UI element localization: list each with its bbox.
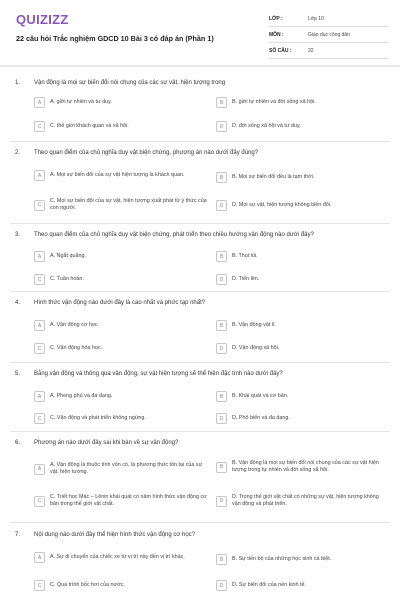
option-text: C. thế giới khách quan và xã hội.: [50, 123, 129, 129]
option-b[interactable]: [216, 320, 386, 331]
option-c[interactable]: [34, 343, 204, 354]
question-number: 6.: [15, 440, 21, 446]
question-number: 2.: [15, 150, 21, 156]
option-text: A. Vận động cơ học.: [50, 322, 100, 328]
option-letter-d: D: [216, 200, 227, 211]
question-number: 5.: [15, 371, 21, 377]
option-letter-d: D: [216, 343, 227, 354]
option-b[interactable]: [216, 554, 386, 565]
option-text: C. Vận động hóa học.: [50, 345, 103, 351]
option-letter-b: B: [216, 462, 227, 473]
option-letter-c: C: [34, 121, 45, 132]
option-d[interactable]: [216, 343, 386, 354]
option-d[interactable]: [216, 274, 386, 285]
option-b[interactable]: [216, 251, 386, 262]
option-text: D. Sự biến đổi của nền kinh tế.: [232, 582, 307, 588]
meta-row-count: [269, 43, 389, 59]
meta-value: Lớp 10: [308, 15, 324, 22]
option-text: C. Vận động và phát triển không ngừng.: [50, 415, 146, 421]
option-letter-c: C: [34, 413, 45, 424]
question-number: 7.: [15, 532, 21, 538]
quizizz-logo: QUIZIZZ: [16, 12, 69, 27]
option-letter-a: A: [34, 251, 45, 262]
option-c[interactable]: [34, 121, 204, 132]
option-text: B. Sự tiến bộ của những học sinh cá biệt.: [232, 556, 332, 562]
option-text: C. Quá trình bốc hơi của nước.: [50, 582, 125, 588]
option-text: A. Mọi sự biến đổi của sự vật hiện tượng là khách quan.: [50, 172, 185, 178]
option-text: A. giới tự nhiên và tư duy.: [50, 99, 112, 105]
option-letter-a: A: [34, 552, 45, 563]
option-text: B. giới tự nhiên và đời sống xã hội.: [232, 99, 316, 105]
option-letter-a: A: [34, 97, 45, 108]
option-letter-d: D: [216, 121, 227, 132]
meta-value: 22: [308, 47, 314, 54]
meta-value: Giáo dục công dân: [308, 31, 350, 38]
question-text: Vận động là mọi sự biến đổi nói chung của các sự vật, hiện tượng trong: [34, 80, 226, 86]
question-text: Theo quan điểm của chủ nghĩa duy vật biện chứng, phát triển theo chiều hướng vận động nào dưới đây?: [34, 232, 314, 238]
option-b[interactable]: [216, 97, 386, 108]
meta-key: LỚP :: [269, 15, 283, 22]
option-letter-c: C: [34, 274, 45, 285]
option-text: D. Phổ biến và đa dạng.: [232, 415, 290, 421]
option-d[interactable]: [216, 580, 386, 591]
option-d[interactable]: [216, 413, 386, 424]
option-text: B. Vận động vật lí.: [232, 322, 277, 328]
worksheet-header: [0, 0, 400, 63]
option-text: A. Ngắt quãng.: [50, 253, 86, 259]
option-a[interactable]: [34, 552, 210, 563]
option-letter-a: A: [34, 464, 45, 475]
question-text: Nội dung nào dưới đây thể hiện hình thức vận động cơ học?: [34, 532, 196, 538]
option-letter-c: C: [34, 496, 45, 507]
option-text: C. Tuần hoàn.: [50, 276, 84, 282]
option-c[interactable]: [34, 494, 210, 508]
option-text: B. Khái quát và cơ bản.: [232, 393, 289, 399]
question-number: 4.: [15, 300, 21, 306]
option-text: C. Mọi sự biến đổi của sự vật, hiện tượng xuất phát từ ý thức của con người.: [50, 198, 207, 211]
option-letter-c: C: [34, 200, 45, 211]
option-letter-d: D: [216, 274, 227, 285]
meta-key: MÔN :: [269, 31, 284, 38]
option-text: D. Tiến lên.: [232, 276, 260, 282]
option-b[interactable]: [216, 172, 386, 183]
option-c[interactable]: [34, 274, 204, 285]
option-b[interactable]: [216, 460, 388, 474]
option-text: A. Sự di chuyển của chiếc xe từ vị trí này đến vị trí khác.: [50, 554, 185, 560]
option-letter-b: B: [216, 97, 227, 108]
option-letter-a: A: [34, 391, 45, 402]
option-c[interactable]: [34, 198, 210, 212]
option-b[interactable]: [216, 391, 386, 402]
option-letter-c: C: [34, 343, 45, 354]
meta-row-class: [269, 11, 389, 27]
question-number: 1.: [15, 80, 21, 86]
question-separator: [10, 362, 390, 363]
question-text: Phương án nào dưới đây sai khi bàn về sự vận động?: [34, 440, 179, 446]
header-divider: [0, 65, 400, 67]
option-letter-d: D: [216, 580, 227, 591]
option-d[interactable]: [216, 494, 388, 508]
option-letter-a: A: [34, 320, 45, 331]
question-separator: [10, 223, 390, 224]
question-text: Bằng vận động và thông qua vận động, sự vật hiện tượng sẽ thể hiện đặc tính nào dưới đây?: [34, 371, 283, 377]
option-text: D. Mọi sự vật, hiện tượng không biến đổi.: [232, 202, 332, 208]
option-a[interactable]: [34, 97, 204, 108]
option-letter-d: D: [216, 413, 227, 424]
option-letter-b: B: [216, 251, 227, 262]
option-letter-b: B: [216, 320, 227, 331]
option-text: A. Vận động là thuộc tính vốn có, là phương thức tồn tại của sự vật, hiện tượng.: [50, 462, 203, 475]
option-text: C. Triết học Mác – Lênin khái quát có năm hình thức vận động cơ bản trong thế giới vật chất.: [50, 494, 207, 507]
option-letter-a: A: [34, 170, 45, 181]
option-letter-b: B: [216, 172, 227, 183]
option-c[interactable]: [34, 413, 210, 424]
option-letter-c: C: [34, 580, 45, 591]
option-text: A. Phong phú và đa dạng.: [50, 393, 113, 399]
option-text: B. Thụt lùi.: [232, 253, 258, 259]
option-text: D. Trong thế giới vật chất có những sự vật, hiện tượng không vận động và phát triển.: [232, 494, 379, 507]
option-a[interactable]: [34, 462, 210, 476]
option-a[interactable]: [34, 251, 204, 262]
option-text: B. Vận động là mọi sự biến đổi nói chung của các sự vật hiện tượng trong tự nhiên và đời sống xã hội.: [232, 460, 379, 473]
option-d[interactable]: [216, 200, 386, 211]
question-text: Theo quan điểm của chủ nghĩa duy vật biện chứng, phương án nào dưới đây đúng?: [34, 150, 259, 156]
option-c[interactable]: [34, 580, 210, 591]
page-title: 22 câu hỏi Trắc nghiệm GDCD 10 Bài 3 có đáp án (Phần 1): [16, 34, 214, 43]
option-a[interactable]: [34, 320, 204, 331]
question-text: Hình thức vận động nào dưới đây là cao nhất và phức tạp nhất?: [34, 300, 206, 306]
question-separator: [10, 431, 390, 432]
option-letter-b: B: [216, 391, 227, 402]
question-separator: [10, 141, 390, 142]
option-a[interactable]: [34, 170, 210, 181]
meta-key: SỐ CÂU :: [269, 47, 292, 54]
question-number: 3.: [15, 232, 21, 238]
option-d[interactable]: [216, 121, 386, 132]
option-letter-d: D: [216, 496, 227, 507]
option-text: D. đời sống xã hội và tư duy.: [232, 123, 301, 129]
meta-table: [269, 11, 389, 59]
question-separator: [10, 522, 390, 523]
option-text: D. Vận động xã hội.: [232, 345, 280, 351]
meta-row-subject: [269, 27, 389, 43]
option-a[interactable]: [34, 391, 204, 402]
option-letter-b: B: [216, 554, 227, 565]
option-text: B. Mọi sự biến đổi đều là tạm thời.: [232, 174, 315, 180]
question-separator: [10, 291, 390, 292]
